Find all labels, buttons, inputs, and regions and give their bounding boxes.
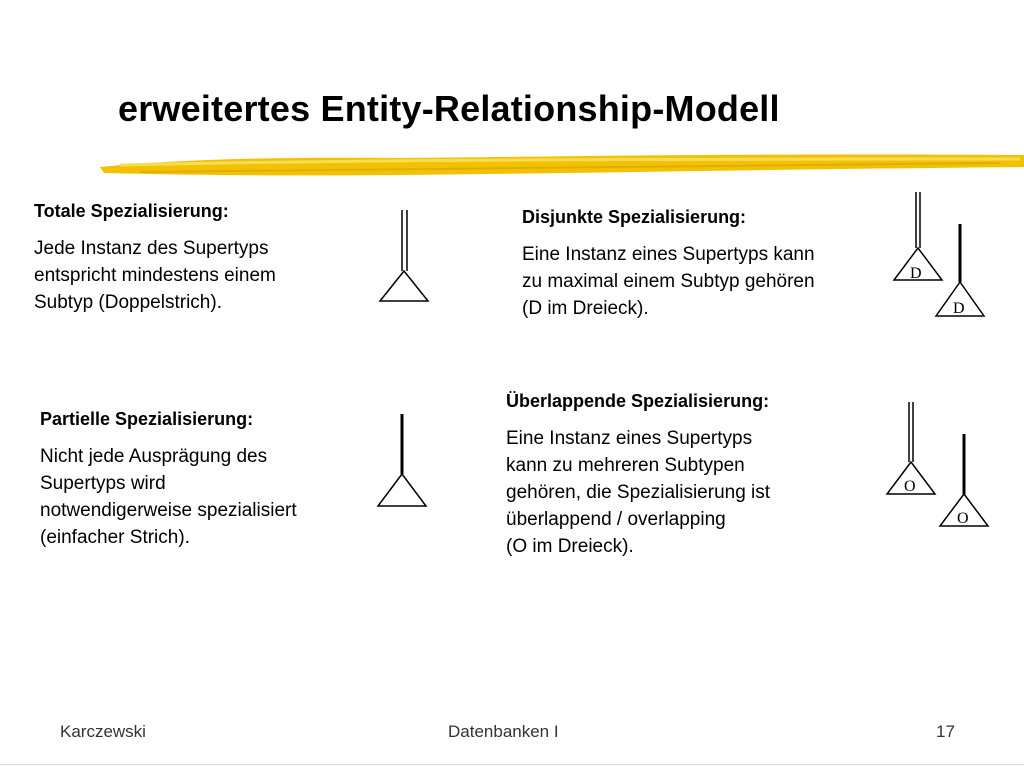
overlap-letter-1: O — [904, 478, 916, 495]
disjoint-body: Eine Instanz eines Supertyps kann zu maximal einem Subtyp gehören (D im Dreieck). — [522, 244, 815, 319]
section-overlap — [506, 388, 866, 560]
disjoint-letter-2: D — [953, 300, 965, 317]
partial-body: Nicht jede Ausprägung des Supertyps wird notwendigerweise spezialisiert (einfacher Strich). — [40, 446, 297, 548]
footer-author: Karczewski — [60, 722, 146, 741]
disjoint-partial-symbol — [930, 222, 990, 322]
total-specialization-symbol — [370, 205, 440, 305]
footer-divider — [0, 764, 1024, 765]
overlap-partial-symbol — [934, 432, 994, 532]
yellow-brush-stroke — [100, 145, 1024, 185]
total-body: Jede Instanz des Supertyps entspricht mindestens einem Subtyp (Doppelstrich). — [34, 238, 276, 313]
section-partial — [40, 406, 370, 551]
disjoint-heading: Disjunkte Spezialisierung: — [522, 207, 747, 227]
disjoint-letter-1: D — [910, 265, 922, 282]
footer-page-number: 17 — [936, 722, 955, 741]
section-total — [34, 198, 354, 316]
slide-title: erweitertes Entity-Relationship-Modell — [118, 88, 780, 129]
overlap-heading: Überlappende Spezialisierung: — [506, 391, 770, 411]
section-disjoint — [522, 204, 882, 322]
overlap-total-symbol — [882, 398, 942, 498]
footer-course: Datenbanken I — [448, 722, 559, 741]
partial-heading: Partielle Spezialisierung: — [40, 409, 254, 429]
total-heading: Totale Spezialisierung: — [34, 201, 229, 221]
partial-specialization-symbol — [370, 410, 440, 510]
overlap-letter-2: O — [957, 510, 969, 527]
overlap-body: Eine Instanz eines Supertyps kann zu mehreren Subtypen gehören, die Spezialisierung ist überlappend / overlapping (O im Dreieck). — [506, 428, 771, 557]
